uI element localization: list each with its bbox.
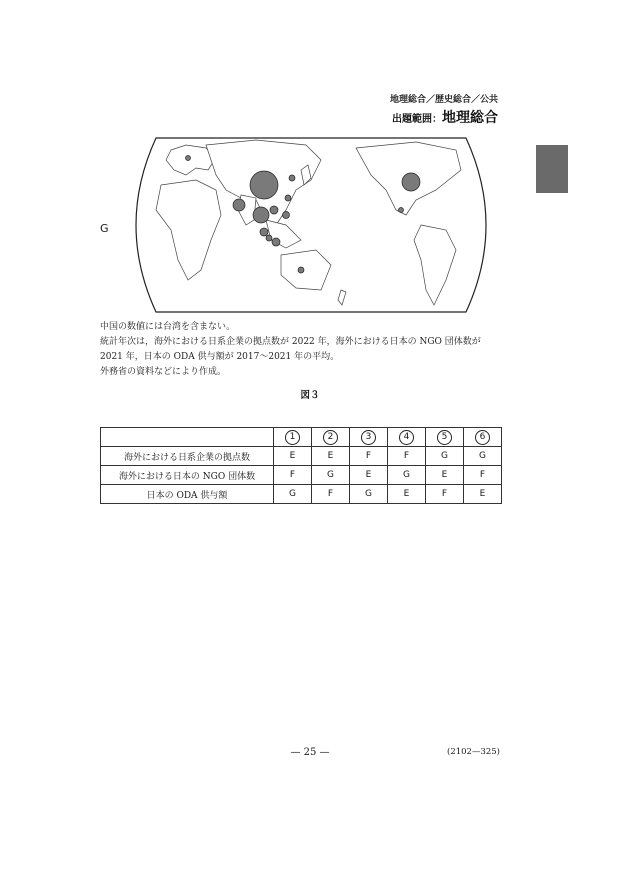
bubble-usa <box>402 173 420 191</box>
note-line-1: 中国の数値には台湾を含まない。 <box>100 322 236 332</box>
note-line-2: 統計年次は，海外における日系企業の拠点数が 2022 年，海外における日本の NGO 団体数が <box>100 337 481 347</box>
option-number: 5 <box>437 430 452 445</box>
table-cell: E <box>426 466 464 485</box>
page-number: — 25 — <box>290 747 330 758</box>
row-label: 海外における日本の NGO 団体数 <box>101 466 274 485</box>
table-row <box>101 466 502 485</box>
table-cell: F <box>274 466 312 485</box>
world-map <box>116 130 506 320</box>
table-cell: E <box>350 466 388 485</box>
note-line-3: 2021 年，日本の ODA 供与額が 2017～2021 年の平均。 <box>100 352 340 362</box>
map-label: G <box>100 222 109 235</box>
bubble-australia <box>298 267 304 273</box>
row-label: 海外における日系企業の拠点数 <box>101 447 274 466</box>
option-header <box>350 428 388 447</box>
bubble-philippines <box>283 212 290 219</box>
bubble-china <box>250 171 278 199</box>
header-range <box>392 107 498 127</box>
bubble-thailand <box>253 207 269 223</box>
side-tab <box>536 145 568 193</box>
table-cell: G <box>426 447 464 466</box>
option-number: 6 <box>475 430 490 445</box>
bubble-malaysia <box>260 228 268 236</box>
table-cell: G <box>350 485 388 504</box>
table-cell: F <box>388 447 426 466</box>
table-cell: E <box>464 485 502 504</box>
header-subjects: 地理総合／歴史総合／公共 <box>389 95 498 105</box>
figure-notes <box>100 320 520 380</box>
option-header <box>312 428 350 447</box>
table-cell: F <box>464 466 502 485</box>
note-line-4: 外務省の資料などにより作成。 <box>100 367 227 377</box>
bubble-singapore <box>266 235 272 241</box>
figure-caption: 図３ <box>300 390 320 401</box>
bubble-germany <box>186 156 191 161</box>
option-number: 4 <box>399 430 414 445</box>
table-row <box>101 447 502 466</box>
table-row <box>101 485 502 504</box>
table-cell: G <box>312 466 350 485</box>
bubble-indonesia <box>272 238 280 246</box>
bubble-vietnam <box>270 206 278 214</box>
range-value: 地理総合 <box>442 110 498 126</box>
bubble-taiwan <box>285 195 291 201</box>
table-cell: E <box>388 485 426 504</box>
option-header <box>274 428 312 447</box>
option-number: 1 <box>285 430 300 445</box>
table-cell: E <box>274 447 312 466</box>
bubble-india <box>233 199 245 211</box>
answer-table <box>100 427 502 504</box>
option-number: 3 <box>361 430 376 445</box>
world-map-svg <box>116 130 506 320</box>
option-header <box>388 428 426 447</box>
table-cell: G <box>464 447 502 466</box>
bubble-mexico <box>399 208 404 213</box>
table-cell: E <box>312 447 350 466</box>
table-cell: G <box>274 485 312 504</box>
bubble-korea <box>289 175 295 181</box>
row-label: 日本の ODA 供与額 <box>101 485 274 504</box>
option-header <box>426 428 464 447</box>
table-cell: G <box>388 466 426 485</box>
option-header <box>464 428 502 447</box>
document-code: (2102—325) <box>447 747 500 757</box>
table-cell: F <box>426 485 464 504</box>
table-corner <box>101 428 274 447</box>
table-cell: F <box>312 485 350 504</box>
table-cell: F <box>350 447 388 466</box>
range-label: 出題範囲： <box>392 114 442 125</box>
table-header-row <box>101 428 502 447</box>
option-number: 2 <box>323 430 338 445</box>
